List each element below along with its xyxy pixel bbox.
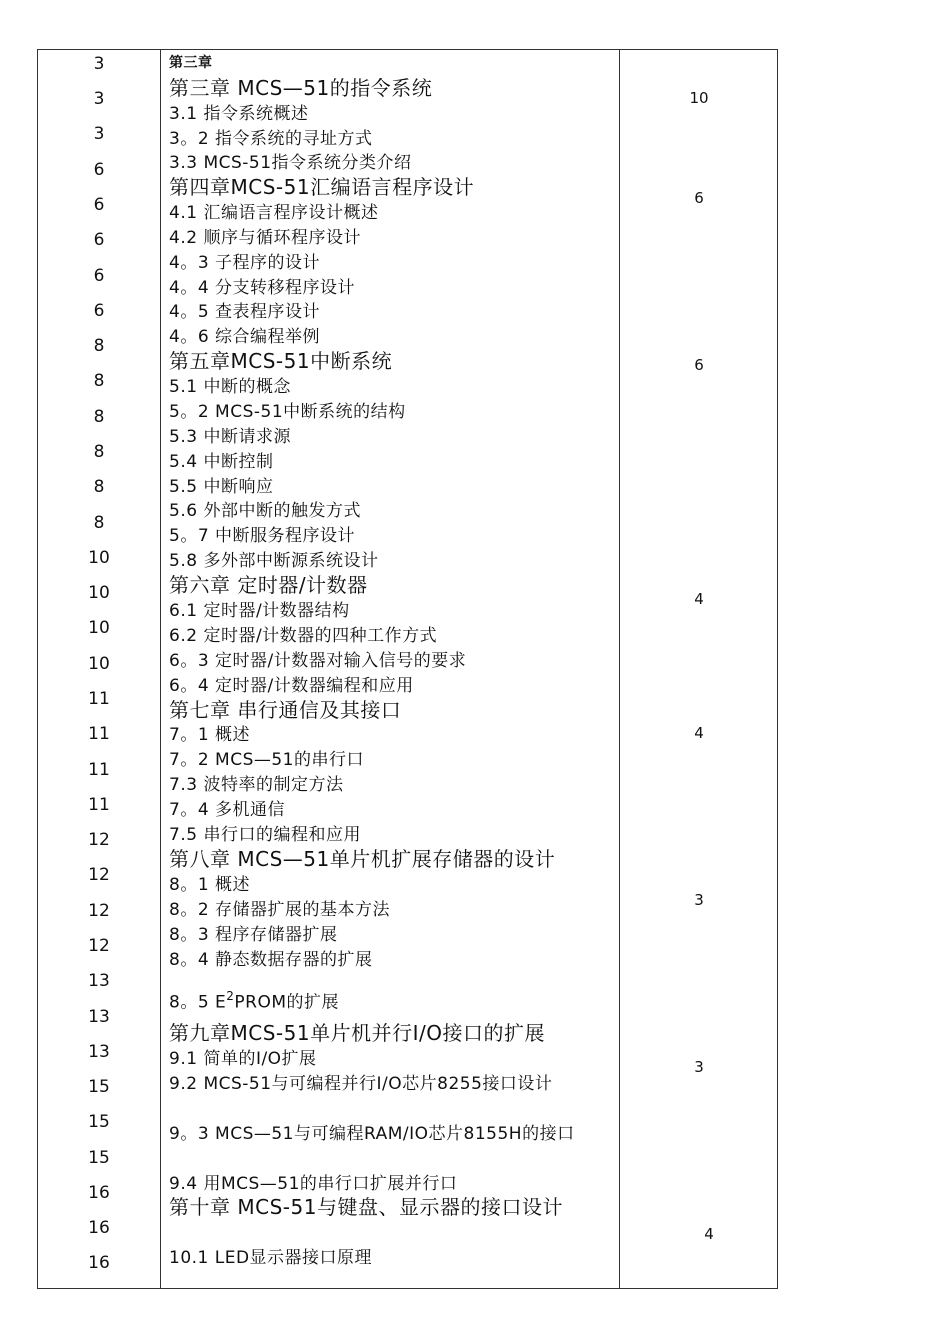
week-number: 10	[88, 548, 110, 568]
week-number: 11	[88, 724, 110, 744]
section-line: 8。1 概述	[169, 875, 251, 895]
week-number: 8	[93, 477, 105, 497]
chapter-title: 第六章 定时器/计数器	[169, 573, 368, 597]
week-number: 11	[88, 689, 110, 709]
column-divider	[160, 50, 161, 1288]
week-number: 16	[88, 1253, 110, 1273]
week-number: 10	[88, 654, 110, 674]
section-line: 5.5 中断响应	[169, 477, 274, 497]
week-number: 13	[88, 1007, 110, 1027]
week-number: 6	[93, 160, 105, 180]
week-number: 16	[88, 1218, 110, 1238]
section-line: 9.4 用MCS—51的串行口扩展并行口	[169, 1174, 458, 1194]
section-line: 4。4 分支转移程序设计	[169, 278, 356, 298]
week-number: 15	[88, 1112, 110, 1132]
section-line: 8。3 程序存储器扩展	[169, 925, 338, 945]
section-line: 3.3 MCS-51指令系统分类介绍	[169, 153, 412, 173]
section-line: 6.2 定时器/计数器的四种工作方式	[169, 626, 438, 646]
week-number: 12	[88, 865, 110, 885]
section-line: 4.1 汇编语言程序设计概述	[169, 203, 379, 223]
section-line: 4。6 综合编程举例	[169, 327, 321, 347]
chapter-title: 第九章MCS-51单片机并行I/O接口的扩展	[169, 1021, 545, 1045]
chapter-heading-small: 第三章	[169, 55, 213, 71]
week-number: 6	[93, 301, 105, 321]
section-suffix: PROM的扩展	[234, 992, 340, 1013]
section-line: 6。4 定时器/计数器编程和应用	[169, 676, 414, 696]
hours-value: 6	[694, 356, 704, 374]
section-line: 9。3 MCS—51与可编程RAM/IO芯片8155H的接口	[169, 1124, 575, 1144]
week-number: 8	[93, 407, 105, 427]
hours-value: 4	[694, 590, 704, 608]
week-number: 8	[93, 371, 105, 391]
week-number: 13	[88, 1042, 110, 1062]
section-line: 4。3 子程序的设计	[169, 253, 321, 273]
week-number: 8	[93, 513, 105, 533]
week-number: 3	[93, 124, 105, 144]
chapter-title: 第五章MCS-51中断系统	[169, 349, 393, 373]
syllabus-table	[37, 49, 778, 1289]
chapter-title: 第三章 MCS—51的指令系统	[169, 76, 433, 100]
section-line: 3。2 指令系统的寻址方式	[169, 129, 373, 149]
week-number: 8	[93, 336, 105, 356]
chapter-title: 第四章MCS-51汇编语言程序设计	[169, 175, 475, 199]
section-line: 3.1 指令系统概述	[169, 104, 309, 124]
week-number: 11	[88, 760, 110, 780]
chapter-title: 第七章 串行通信及其接口	[169, 698, 402, 722]
section-line: 9.2 MCS-51与可编程并行I/O芯片8255接口设计	[169, 1074, 553, 1094]
section-line: 7。4 多机通信	[169, 800, 286, 820]
section-line: 5。2 MCS-51中断系统的结构	[169, 402, 406, 422]
section-line: 5.6 外部中断的触发方式	[169, 501, 361, 521]
section-line: 6。3 定时器/计数器对输入信号的要求	[169, 651, 467, 671]
week-number: 10	[88, 618, 110, 638]
week-number: 15	[88, 1148, 110, 1168]
section-line: 8。4 静态数据存器的扩展	[169, 950, 373, 970]
week-number: 15	[88, 1077, 110, 1097]
section-line: 5.4 中断控制	[169, 452, 274, 472]
section-line: 7.5 串行口的编程和应用	[169, 825, 361, 845]
hours-value: 4	[694, 724, 704, 742]
week-number: 13	[88, 971, 110, 991]
section-line: 7。1 概述	[169, 725, 251, 745]
section-line: 9.1 简单的I/O扩展	[169, 1049, 317, 1069]
section-line: 4。5 查表程序设计	[169, 302, 321, 322]
week-number: 10	[88, 583, 110, 603]
week-number: 8	[93, 442, 105, 462]
section-line	[169, 986, 339, 1014]
week-number: 6	[93, 195, 105, 215]
section-line: 5.1 中断的概念	[169, 377, 291, 397]
section-line: 7。2 MCS—51的串行口	[169, 750, 364, 770]
week-number: 6	[93, 266, 105, 286]
section-line: 6.1 定时器/计数器结构	[169, 601, 350, 621]
section-line: 5.3 中断请求源	[169, 427, 291, 447]
hours-value: 3	[694, 1058, 704, 1076]
section-line: 8。2 存储器扩展的基本方法	[169, 900, 391, 920]
week-number: 16	[88, 1183, 110, 1203]
week-number: 6	[93, 230, 105, 250]
week-number: 3	[93, 54, 105, 74]
section-prefix: 8。5 E	[169, 992, 227, 1013]
section-line: 10.1 LED显示器接口原理	[169, 1248, 373, 1268]
week-number: 11	[88, 795, 110, 815]
week-number: 3	[93, 89, 105, 109]
section-line: 5。7 中断服务程序设计	[169, 526, 356, 546]
hours-value: 3	[694, 891, 704, 909]
week-number: 12	[88, 901, 110, 921]
hours-value: 4	[704, 1225, 714, 1243]
section-line: 5.8 多外部中断源系统设计	[169, 551, 379, 571]
hours-value: 6	[694, 189, 704, 207]
section-line: 4.2 顺序与循环程序设计	[169, 228, 361, 248]
chapter-title: 第八章 MCS—51单片机扩展存储器的设计	[169, 847, 556, 871]
superscript: 2	[226, 989, 235, 1003]
hours-value: 10	[689, 89, 709, 107]
column-divider	[619, 50, 620, 1288]
week-number: 12	[88, 936, 110, 956]
chapter-title: 第十章 MCS-51与键盘、显示器的接口设计	[169, 1195, 563, 1219]
section-line: 7.3 波特率的制定方法	[169, 775, 344, 795]
week-number: 12	[88, 830, 110, 850]
